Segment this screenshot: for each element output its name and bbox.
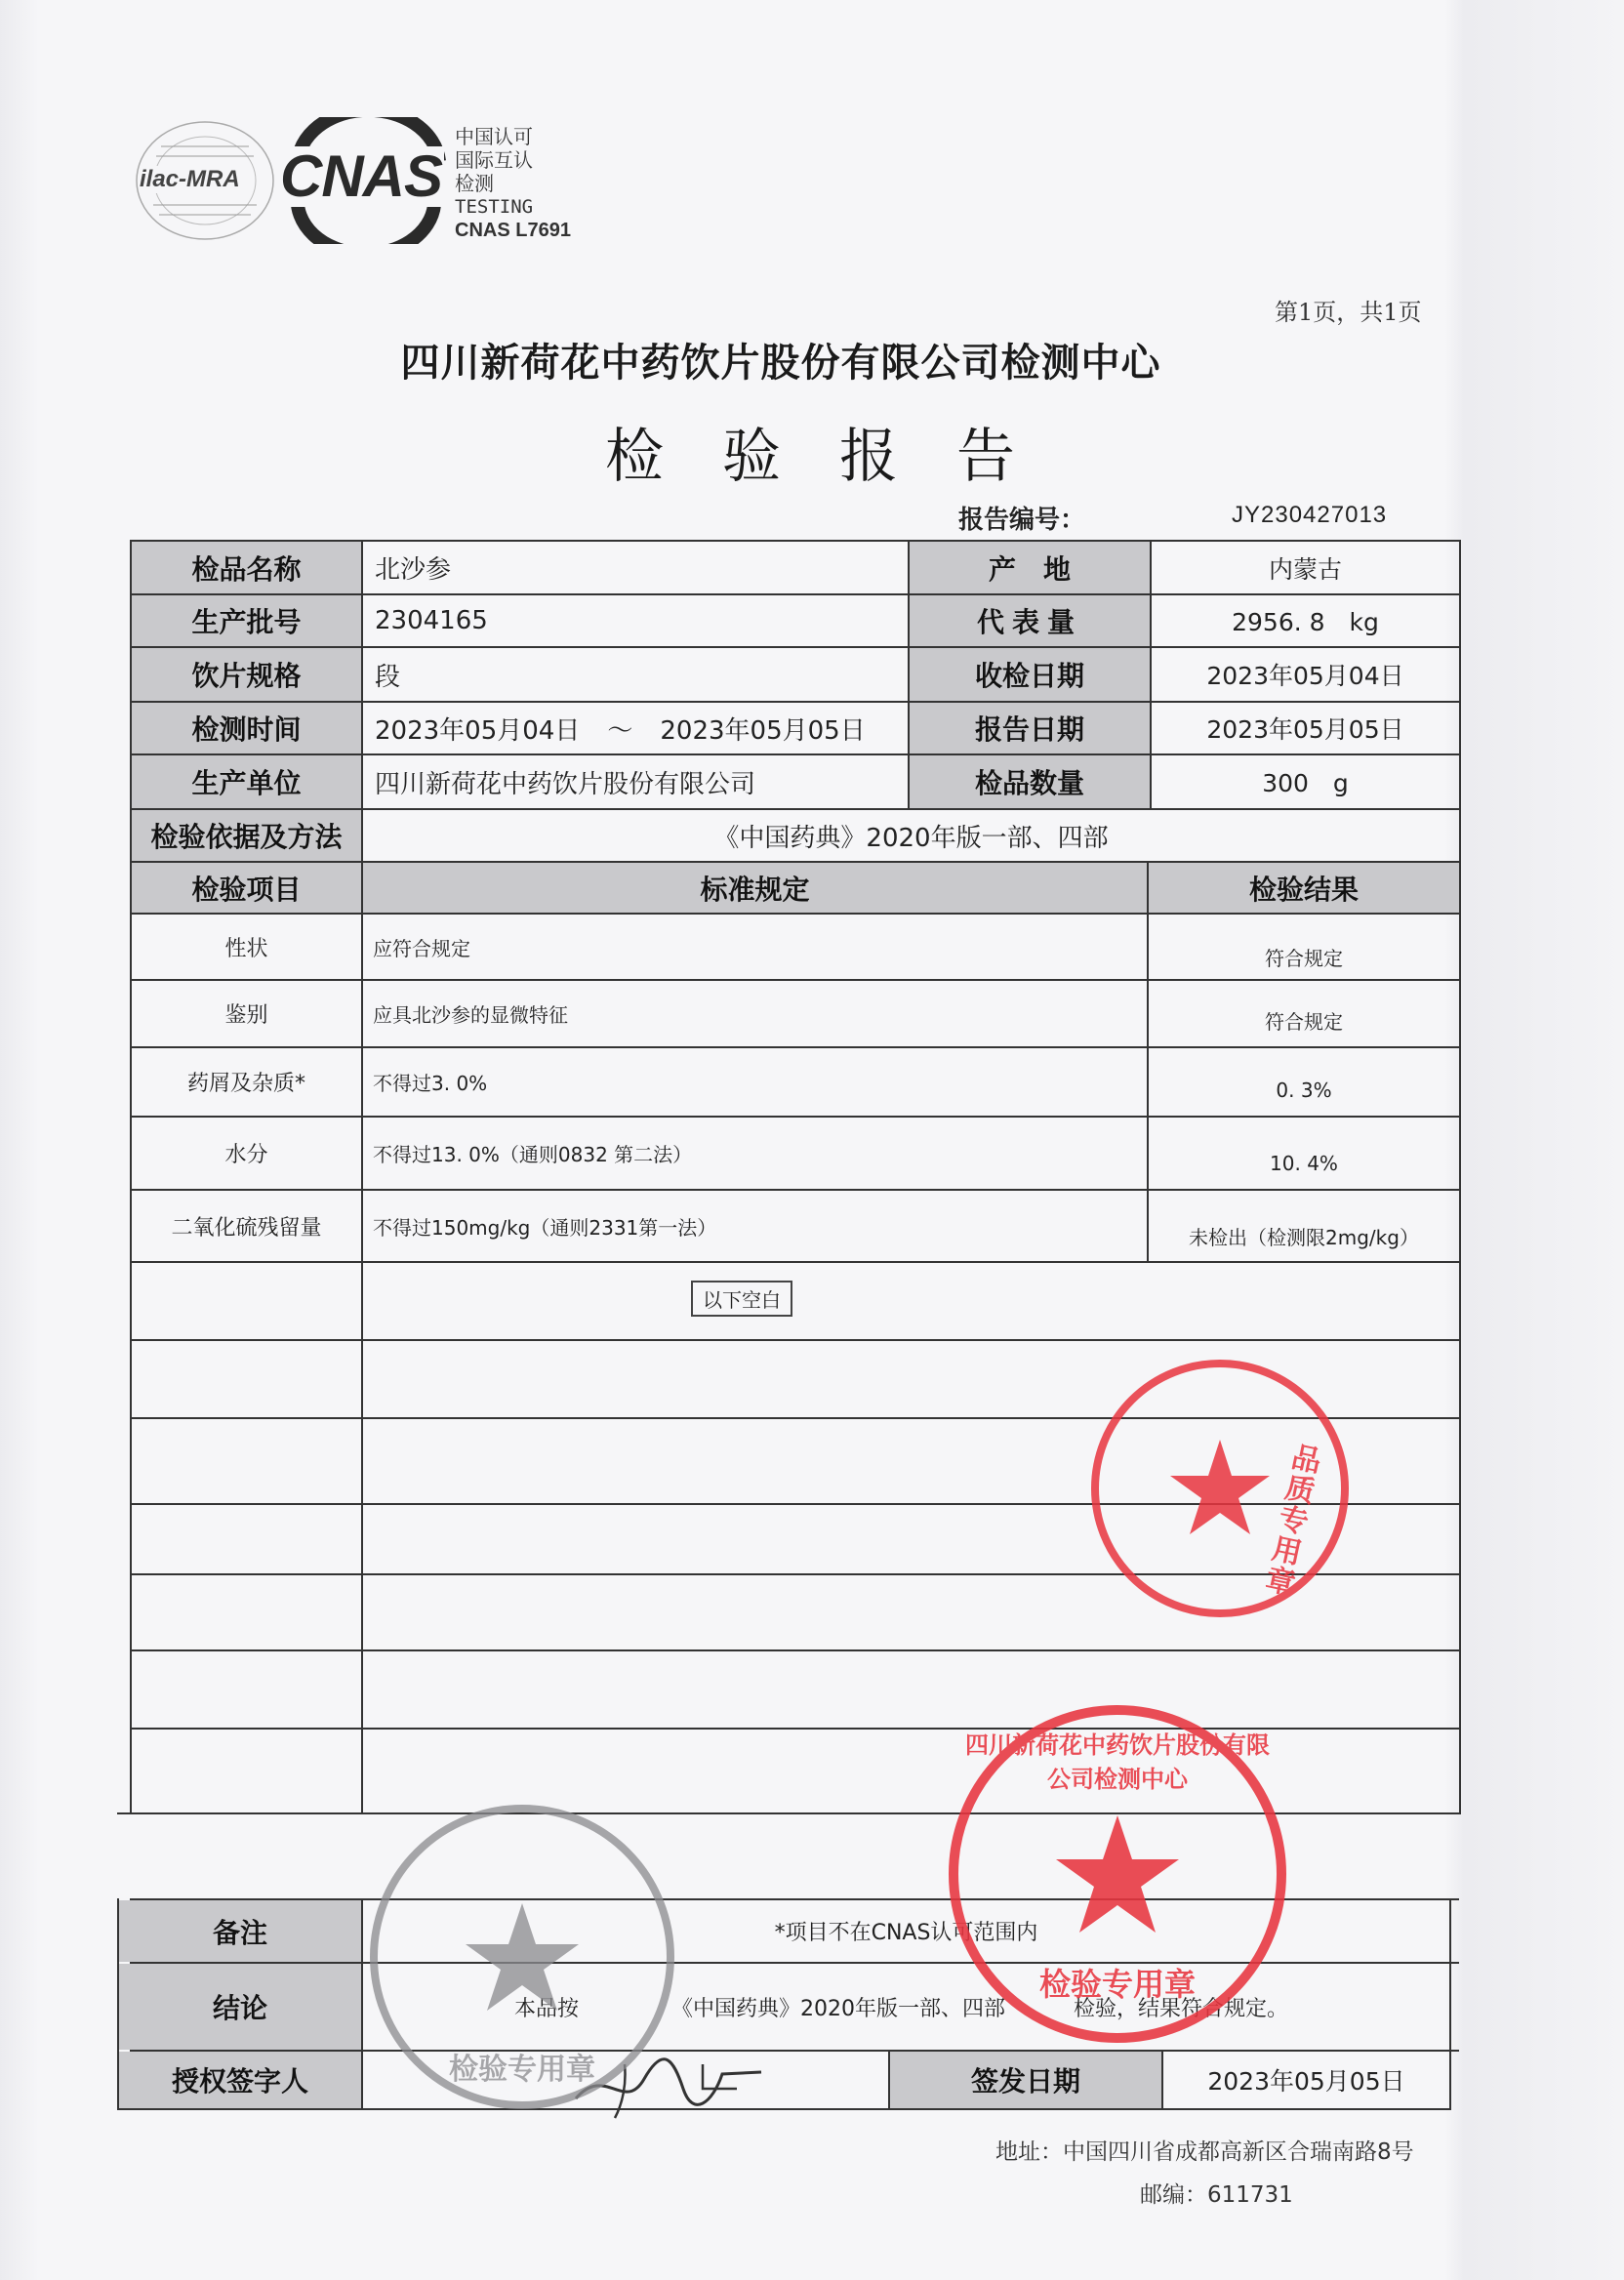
test-start: 2023年05月04日: [375, 715, 581, 746]
note-label: 备注: [119, 1900, 361, 1962]
cnas-logo: [278, 117, 454, 244]
conclusion-part1: 本品按: [514, 1996, 580, 2021]
spec-value: 段: [375, 662, 401, 692]
spec-label: 饮片规格: [132, 648, 361, 701]
conclusion-part2: 《中国药典》2020年版一部、四部: [671, 1996, 1006, 2021]
test-item: 性状: [224, 936, 268, 961]
quality-stamp: [1078, 1347, 1361, 1630]
test-item: 鉴别: [224, 1003, 268, 1028]
conclusion-part3: 检验，结果符合规定。: [1074, 1996, 1289, 2021]
producer-value: 四川新荷花中药饮片股份有限公司: [375, 769, 756, 799]
accreditation-text: [455, 125, 591, 242]
report-title: 检验报告: [605, 423, 1074, 491]
col-header-result: 检验结果: [1149, 863, 1459, 913]
col-header-standard: 标准规定: [363, 863, 1147, 913]
test-item: 药屑及杂质*: [186, 1072, 305, 1096]
test-time-label: 检测时间: [132, 703, 361, 753]
test-result: 0. 3%: [1276, 1078, 1332, 1102]
test-item: 二氧化硫残留量: [171, 1215, 322, 1241]
test-end: 2023年05月05日: [660, 715, 866, 746]
cnas-text: CNAS: [280, 143, 443, 209]
accred-line-3: 检测: [455, 172, 494, 195]
issue-date-value: 2023年05月05日: [1207, 2067, 1405, 2096]
report-date-value: 2023年05月05日: [1206, 715, 1404, 744]
report-no-label: 报告编号：: [958, 506, 1086, 535]
issue-date-label: 签发日期: [890, 2052, 1161, 2108]
quantity-value: 2956. 8 kg: [1232, 608, 1379, 636]
test-result: 10. 4%: [1270, 1151, 1338, 1175]
test-standard: 应符合规定: [373, 936, 470, 960]
note-value: *项目不在CNAS认可范围内: [774, 1921, 1038, 1945]
quality-stamp-text: 品质专用章: [1262, 1440, 1324, 1603]
batch-label: 生产批号: [132, 595, 361, 646]
test-standard: 不得过150mg/kg（通则2331第一法）: [373, 1215, 717, 1240]
report-date-label: 报告日期: [910, 703, 1150, 753]
origin-label: 产 地: [910, 542, 1150, 593]
address: 地址：中国四川省成都高新区合瑞南路8号: [995, 2139, 1414, 2165]
origin-value: 内蒙古: [1268, 554, 1342, 584]
accred-line-5: CNAS L7691: [455, 220, 571, 241]
postcode: 邮编：611731: [1140, 2182, 1293, 2208]
product-name: 北沙参: [375, 555, 452, 585]
col-header-item: 检验项目: [132, 863, 361, 913]
blank-note: 以下空白: [691, 1281, 792, 1317]
receive-date-value: 2023年05月04日: [1206, 662, 1404, 690]
sample-qty-label: 检品数量: [910, 755, 1150, 808]
inspection-stamp-red-sub: 检验专用章: [1038, 1966, 1196, 2003]
page-info: 第1页，共1页: [1275, 299, 1422, 326]
basis-label: 检验依据及方法: [132, 810, 361, 861]
test-result: 未检出（检测限2mg/kg）: [1189, 1225, 1419, 1249]
inspection-stamp-red: [942, 1698, 1293, 2050]
test-standard: 不得过3. 0%: [373, 1072, 488, 1095]
inspection-stamp-red-ring-text: 四川新荷花中药饮片股份有限公司检测中心: [965, 1731, 1270, 1793]
ilac-mra-logo: [132, 117, 278, 244]
inspection-stamp-gray-text: 检验专用章: [449, 2053, 595, 2087]
company-title: 四川新荷花中药饮片股份有限公司检测中心: [400, 341, 1161, 386]
accred-line-1: 中国认可: [455, 125, 533, 148]
receive-date-label: 收检日期: [910, 648, 1150, 701]
report-no: JY230427013: [1232, 502, 1388, 528]
basis-value: 《中国药典》2020年版一部、四部: [713, 823, 1109, 853]
test-item: 水分: [224, 1143, 268, 1167]
test-result: 符合规定: [1265, 1010, 1343, 1034]
test-separator: ～: [607, 715, 633, 746]
ilac-text: ilac-MRA: [140, 166, 240, 192]
inspection-stamp-gray: [361, 1796, 683, 2118]
test-standard: 不得过13. 0%（通则0832 第二法）: [373, 1143, 693, 1166]
test-time-range: [363, 703, 908, 753]
batch-value: 2304165: [375, 606, 488, 635]
accred-line-4: TESTING: [455, 196, 534, 218]
name-label: 检品名称: [132, 542, 361, 593]
producer-label: 生产单位: [132, 755, 361, 808]
conclusion-label: 结论: [119, 1964, 361, 2050]
quantity-label: 代表量: [910, 595, 1150, 646]
accred-line-2: 国际互认: [455, 148, 533, 172]
sample-qty-value: 300 g: [1262, 769, 1349, 797]
signer-label: 授权签字人: [119, 2052, 361, 2108]
test-result: 符合规定: [1265, 946, 1343, 970]
test-standard: 应具北沙参的显微特征: [373, 1003, 568, 1027]
